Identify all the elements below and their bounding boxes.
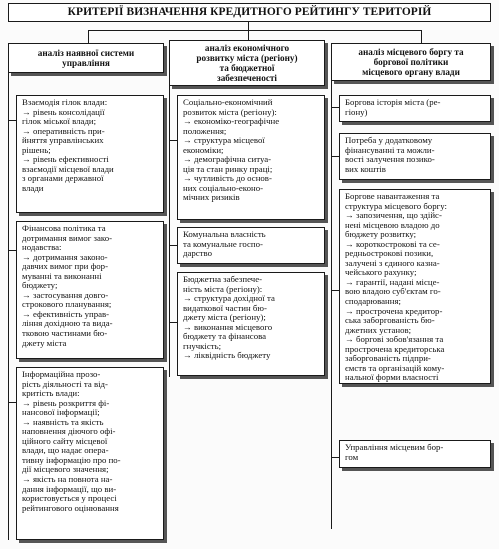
- tick-left-3: [8, 402, 16, 403]
- text-line: гіону): [345, 107, 368, 117]
- text-line: ємств та організацій кому-: [345, 363, 445, 373]
- text-line: ція та стан ринку праці;: [183, 164, 273, 174]
- text-line: джетних установ;: [345, 325, 412, 335]
- header-line: боргової політики: [373, 57, 449, 67]
- text-line: взаємодії місцевої влади: [22, 164, 114, 174]
- box-budget-sufficiency: [177, 272, 325, 376]
- text-line: давчих вимог при фор-: [22, 262, 109, 272]
- tick-middle-1: [169, 140, 177, 141]
- text-line: них соціально-еконо-: [183, 183, 264, 193]
- text-line: Потреба у додатковому: [345, 136, 433, 145]
- text-line: критість влади:: [22, 389, 80, 399]
- horizontal-branch-line: [88, 30, 421, 31]
- text-line: Фінансова політика та: [22, 224, 106, 233]
- text-line: розвиток міста (регіону):: [183, 107, 277, 117]
- text-line: влади: [22, 183, 44, 193]
- box-debt-management: [339, 440, 491, 468]
- text-line: гнучкість;: [183, 341, 222, 351]
- text-line: залучені з єдиного казна-: [345, 258, 440, 268]
- tick-right-3: [331, 290, 339, 291]
- header-debt-analysis: [331, 43, 491, 81]
- box-information-transparency: [16, 367, 164, 540]
- box-communal-property: [177, 227, 325, 264]
- text-line: → демографічна ситуа-: [183, 155, 272, 165]
- text-line: → наявність та якість: [22, 417, 104, 427]
- text-line: наповнення діючого офі-: [22, 427, 116, 437]
- text-line: чейського рахунку;: [345, 268, 417, 278]
- text-line: → економіко-географічне: [183, 117, 280, 127]
- tick-middle-2: [169, 245, 177, 246]
- text-line: влади, що надає опера-: [22, 446, 109, 456]
- text-line: → прострочена кредитор-: [345, 306, 443, 316]
- text-line: мічних ризиків: [183, 193, 240, 203]
- text-line: вих коштів: [345, 164, 386, 174]
- text-line: та комунальне госпо-: [183, 239, 263, 249]
- text-line: → структура місцевої: [183, 136, 265, 146]
- text-line: нодавства:: [22, 243, 62, 253]
- text-line: економіки;: [183, 145, 224, 155]
- spine-left: [8, 56, 9, 540]
- text-line: → оперативність при-: [22, 126, 105, 136]
- box-financial-policy: [16, 221, 164, 359]
- text-line: → рівень розкриття фі-: [22, 398, 110, 408]
- text-line: → якість на повнота на-: [22, 475, 113, 485]
- text-line: → гарантії, надані місце-: [345, 277, 440, 287]
- text-line: з органами державної: [22, 174, 104, 184]
- text-line: дання інформації, що ви-: [22, 484, 117, 494]
- header-line: управління: [62, 58, 110, 68]
- text-line: гілок міської влади;: [22, 117, 97, 127]
- text-line: бюджету та фінансова: [183, 332, 267, 342]
- box-debt-history: [339, 95, 491, 122]
- text-line: вою владою суб'єктам го-: [345, 287, 441, 297]
- header-line: забезпеченості: [217, 73, 277, 83]
- text-line: нансової інформації;: [22, 408, 100, 418]
- text-line: → структура дохідної та: [183, 294, 275, 304]
- text-line: положення;: [183, 126, 227, 136]
- text-line: → виконання місцевого: [183, 322, 273, 332]
- header-management-analysis: [8, 43, 164, 73]
- header-line: аналіз місцевого боргу та: [358, 47, 464, 57]
- text-line: вості залучення позико-: [345, 155, 435, 165]
- text-line: Боргова історія міста (ре-: [345, 98, 441, 107]
- text-line: видаткової частин бю-: [183, 303, 267, 313]
- text-line: → короткострокові та се-: [345, 239, 440, 249]
- text-line: → ефективність управ-: [22, 309, 110, 319]
- text-line: Взаємодія гілок влади:: [22, 98, 108, 107]
- text-line: → боргові зобов'язання та: [345, 335, 444, 345]
- header-line: аналіз наявної системи: [37, 48, 135, 58]
- text-line: ційного сайту місцевої: [22, 436, 108, 446]
- header-economic-analysis: [169, 40, 325, 86]
- branch-line-left: [88, 30, 89, 43]
- text-line: рішень;: [22, 145, 51, 155]
- box-socio-economic-development: [177, 95, 325, 220]
- diagram-title: КРИТЕРІЇ ВИЗНАЧЕННЯ КРЕДИТНОГО РЕЙТИНГУ ТЕРИТОРІЙ: [8, 3, 491, 22]
- header-line: та бюджетної: [219, 63, 275, 73]
- text-line: строкового планування;: [22, 300, 112, 310]
- text-line: нальної форми власності: [345, 373, 439, 383]
- text-line: дотримання вимог зако-: [22, 233, 113, 243]
- tick-middle-3: [169, 322, 177, 323]
- text-line: → рівень ефективності: [22, 155, 109, 165]
- text-line: → запозичення, що здійс-: [345, 211, 442, 221]
- text-line: ність міста (регіону):: [183, 284, 263, 294]
- text-line: ська заборгованість бю-: [345, 316, 435, 326]
- header-line: розвитку міста (регіону): [196, 53, 298, 63]
- text-line: заборгованість підпри-: [345, 354, 431, 364]
- text-line: джету міста: [22, 338, 67, 348]
- text-line: бюджету;: [22, 281, 58, 291]
- text-line: сподарювання;: [345, 297, 401, 307]
- tick-right-1: [331, 107, 339, 108]
- text-line: Інформаційна прозо-: [22, 370, 101, 379]
- text-line: гом: [345, 452, 359, 462]
- text-line: рість діяльності та від-: [22, 379, 108, 389]
- box-debt-burden-structure: [339, 189, 491, 384]
- text-line: нені місцевою владою до: [345, 220, 440, 230]
- box-branch-interaction: [16, 95, 164, 213]
- text-line: джету міста (регіону);: [183, 313, 266, 323]
- text-line: тивну інформацію про по-: [22, 455, 121, 465]
- header-line: аналіз економічного: [204, 43, 290, 53]
- text-line: редньострокові позики,: [345, 249, 434, 259]
- tick-right-4: [331, 457, 339, 458]
- text-line: Бюджетна забезпече-: [183, 275, 263, 284]
- tick-right-2: [331, 156, 339, 157]
- spine-middle: [169, 72, 170, 377]
- text-line: рейтингового оцінювання: [22, 503, 119, 513]
- spine-right: [331, 62, 332, 529]
- text-line: дарство: [183, 249, 213, 259]
- text-line: прострочена кредиторська: [345, 344, 445, 354]
- box-additional-financing: [339, 133, 491, 180]
- text-line: Соціально-економічний: [183, 98, 273, 107]
- text-line: → дотримання законо-: [22, 252, 108, 262]
- text-line: → рівень консолідації: [22, 107, 105, 117]
- text-line: фінансуванні та можли-: [345, 145, 435, 155]
- text-line: Комунальна власність: [183, 230, 266, 239]
- branch-line-right: [421, 30, 422, 43]
- branch-line-middle: [248, 30, 249, 40]
- text-line: Боргове навантаження та: [345, 192, 440, 201]
- text-line: дії місцевого значення;: [22, 465, 109, 475]
- text-line: тковою частинами бю-: [22, 329, 108, 339]
- tick-left-2: [8, 250, 16, 251]
- text-line: структура місцевого боргу:: [345, 201, 447, 211]
- header-line: місцевого органу влади: [362, 67, 460, 77]
- text-line: Управління місцевим бор-: [345, 443, 444, 452]
- text-line: бюджету розвитку;: [345, 230, 417, 240]
- text-line: → чутливість до основ-: [183, 174, 272, 184]
- text-line: ління дохідною та вида-: [22, 319, 113, 329]
- text-line: муванні та виконанні: [22, 271, 102, 281]
- text-line: йняття управлінських: [22, 136, 104, 146]
- text-line: користовується у процесі: [22, 494, 117, 504]
- title-stem-line: [248, 22, 249, 30]
- text-line: → застосування довго-: [22, 290, 109, 300]
- tick-left-1: [8, 120, 16, 121]
- text-line: → ліквідність бюджету: [183, 351, 271, 361]
